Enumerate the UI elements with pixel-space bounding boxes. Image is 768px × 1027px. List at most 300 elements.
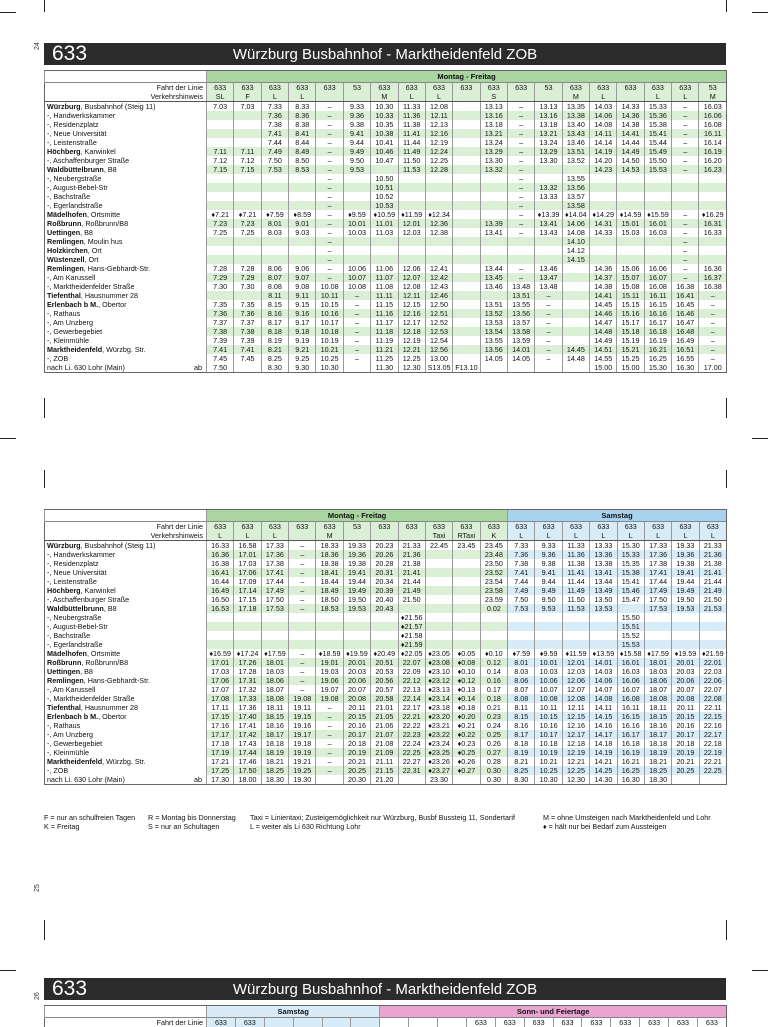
time-cell: 20.40 [371, 595, 398, 604]
time-cell: – [699, 291, 727, 300]
note-cell [535, 92, 562, 102]
time-cell: 12.11 [425, 111, 452, 120]
time-cell: ♦21.59 [699, 649, 726, 658]
time-cell [343, 237, 370, 246]
time-cell: ♦20.49 [371, 649, 398, 658]
time-cell: ♦23.24 [425, 739, 452, 748]
line-number-cell: 633 [699, 522, 726, 532]
stop-cell [45, 748, 207, 757]
time-cell: 12.08 [398, 282, 425, 291]
time-cell [207, 631, 234, 640]
time-cell: 8.44 [289, 138, 316, 147]
line-number: 633 [52, 42, 87, 66]
legend-r: R = Montag bis Donnerstag [148, 813, 236, 822]
time-cell: 17.49 [261, 586, 288, 595]
time-cell: – [672, 120, 699, 129]
stop-cell [45, 658, 207, 667]
time-cell [453, 219, 480, 228]
time-cell: 22.17 [699, 730, 726, 739]
time-cell [289, 201, 316, 210]
time-cell: 7.45 [207, 354, 234, 363]
time-cell: 22.21 [699, 757, 726, 766]
time-cell: 12.08 [562, 694, 589, 703]
time-cell [425, 631, 452, 640]
time-cell: 17.38 [261, 559, 288, 568]
table-row [45, 273, 727, 282]
stop-cell [45, 721, 207, 730]
time-cell: – [343, 291, 370, 300]
table-row [45, 183, 727, 192]
time-cell: 7.41 [207, 345, 234, 354]
time-cell: 19.49 [672, 586, 699, 595]
time-cell: 12.25 [562, 766, 589, 775]
time-cell: 20.15 [672, 712, 699, 721]
time-cell [261, 201, 288, 210]
time-cell: 9.07 [289, 273, 316, 282]
note-cell: L [699, 531, 726, 541]
time-cell [590, 246, 617, 255]
day-band: Montag - Freitag [207, 71, 727, 83]
stop-name: Tiefenthal [47, 291, 81, 300]
time-cell: 17.25 [207, 766, 234, 775]
time-cell: 18.06 [644, 676, 671, 685]
time-cell: 19.41 [343, 568, 370, 577]
time-cell: 22.09 [398, 667, 425, 676]
time-cell: 17.38 [644, 559, 671, 568]
time-cell: ♦11.59 [562, 649, 589, 658]
time-cell: 14.11 [590, 129, 617, 138]
time-cell: – [507, 147, 534, 156]
table-row [45, 363, 727, 373]
time-cell: 16.06 [617, 676, 644, 685]
time-cell: 19.53 [343, 604, 370, 613]
time-cell [535, 165, 562, 174]
time-cell [316, 622, 343, 631]
time-cell: ♦23.20 [425, 712, 452, 721]
time-cell: ♦0.10 [453, 667, 480, 676]
time-cell: 10.11 [316, 291, 343, 300]
time-cell: 7.49 [261, 147, 288, 156]
time-cell: 13.52 [562, 156, 589, 165]
time-cell: 15.50 [644, 156, 671, 165]
time-cell: – [289, 577, 316, 586]
time-cell: – [535, 318, 562, 327]
time-cell: 10.52 [371, 192, 398, 201]
time-cell: – [316, 147, 343, 156]
time-cell: 20.18 [672, 739, 699, 748]
time-cell [590, 183, 617, 192]
time-cell [425, 568, 452, 577]
time-cell: 8.06 [261, 264, 288, 273]
time-cell: – [507, 210, 534, 219]
time-cell [480, 201, 507, 210]
note-cell: S [480, 92, 507, 102]
time-cell: 17.41 [234, 721, 261, 730]
time-cell: – [316, 192, 343, 201]
line-number-cell: 633 [617, 522, 644, 532]
time-cell: 22.17 [398, 703, 425, 712]
time-cell [453, 577, 480, 586]
time-cell [507, 255, 534, 264]
time-cell [672, 174, 699, 183]
time-cell: 21.33 [699, 541, 726, 551]
time-cell: – [289, 604, 316, 613]
time-cell: 16.15 [617, 712, 644, 721]
time-cell: 15.33 [617, 550, 644, 559]
line-number-cell: 633 [261, 83, 288, 93]
time-cell [562, 264, 589, 273]
time-cell [617, 604, 644, 613]
time-cell: 15.50 [617, 613, 644, 622]
time-cell: – [289, 568, 316, 577]
time-cell: 13.39 [480, 219, 507, 228]
table-row [45, 156, 727, 165]
time-cell: 16.01 [617, 658, 644, 667]
time-cell [398, 201, 425, 210]
time-cell [289, 622, 316, 631]
time-cell [590, 640, 617, 649]
time-cell: 12.08 [425, 102, 452, 112]
time-cell [672, 775, 699, 785]
time-cell: 15.06 [617, 264, 644, 273]
time-cell [480, 237, 507, 246]
time-cell: 16.01 [644, 219, 671, 228]
line-number-cell: 633 [562, 522, 589, 532]
table-row [45, 219, 727, 228]
time-cell: 12.51 [425, 309, 452, 318]
line-number-cell [380, 1018, 409, 1027]
time-cell [371, 622, 398, 631]
stop-detail: , Hans-Gebhardt-Str. [84, 264, 150, 273]
time-cell [425, 174, 452, 183]
time-cell: 11.33 [398, 102, 425, 112]
time-cell [453, 550, 480, 559]
time-cell [234, 613, 261, 622]
time-cell: 11.38 [562, 559, 589, 568]
time-cell: 12.03 [562, 667, 589, 676]
time-cell: – [699, 345, 727, 354]
note-cell: K [480, 531, 508, 541]
time-cell: 19.25 [289, 766, 316, 775]
stop-name: Waldbüttelbrunn [47, 165, 104, 174]
crop-mark [726, 0, 727, 12]
time-cell: 9.36 [343, 111, 370, 120]
stop-detail: , Roßbrunn/B8 [81, 219, 128, 228]
time-cell [562, 622, 589, 631]
line-number-cell: 633 [453, 522, 480, 532]
time-cell: 18.17 [644, 730, 671, 739]
time-cell: 13.21 [535, 129, 562, 138]
time-cell: 7.23 [207, 219, 234, 228]
time-cell: – [507, 264, 534, 273]
time-cell: 13.55 [507, 300, 534, 309]
time-cell: 22.18 [699, 739, 726, 748]
time-cell [562, 273, 589, 282]
day-band: Sonn- und Feiertage [380, 1006, 727, 1018]
time-cell: 12.11 [398, 291, 425, 300]
time-cell [289, 237, 316, 246]
time-cell: 13.56 [507, 309, 534, 318]
time-cell [453, 586, 480, 595]
time-cell: 16.20 [699, 156, 727, 165]
time-cell: 10.19 [316, 336, 343, 345]
time-cell: 14.19 [590, 748, 617, 757]
line-number-cell: 633 [508, 522, 535, 532]
stop-name: -, August-Bebel-Str [47, 183, 108, 192]
time-cell [480, 640, 508, 649]
time-cell [453, 345, 480, 354]
time-cell: 10.41 [371, 138, 398, 147]
time-cell: 10.33 [371, 111, 398, 120]
note-cell: SL [207, 92, 234, 102]
stop-cell [45, 676, 207, 685]
time-cell: 23.50 [480, 559, 508, 568]
note-cell: Taxi [425, 531, 452, 541]
time-cell [371, 631, 398, 640]
time-cell: 21.20 [371, 775, 398, 785]
time-cell: – [316, 120, 343, 129]
time-cell: 18.01 [644, 658, 671, 667]
time-cell: 16.46 [672, 309, 699, 318]
time-cell: 8.15 [508, 712, 535, 721]
time-cell: 20.06 [672, 676, 699, 685]
time-cell: 13.53 [480, 318, 507, 327]
time-cell [261, 192, 288, 201]
time-cell [234, 622, 261, 631]
time-cell [343, 246, 370, 255]
time-cell: 17.15 [234, 595, 261, 604]
time-cell: 8.11 [261, 291, 288, 300]
time-cell: 21.49 [699, 586, 726, 595]
time-cell: 16.49 [207, 586, 234, 595]
time-cell: 14.03 [590, 102, 617, 112]
time-cell: 12.25 [425, 156, 452, 165]
note-cell: M [316, 531, 343, 541]
time-cell: ♦16.29 [699, 210, 727, 219]
time-cell [343, 192, 370, 201]
time-cell: ♦23.08 [425, 658, 452, 667]
time-cell [207, 237, 234, 246]
time-cell [644, 640, 671, 649]
line-number-cell: 633 [207, 1018, 236, 1027]
time-cell: 14.20 [590, 156, 617, 165]
time-cell: 9.50 [535, 595, 562, 604]
stop-cell [45, 183, 207, 192]
time-cell: – [672, 156, 699, 165]
time-cell: ♦0.27 [453, 766, 480, 775]
time-cell: 16.58 [234, 541, 261, 551]
time-cell: 14.50 [617, 156, 644, 165]
time-cell [508, 640, 535, 649]
time-cell: 13.57 [507, 318, 534, 327]
time-cell: 7.15 [234, 165, 261, 174]
time-cell: – [316, 748, 343, 757]
stop-cell [45, 165, 207, 174]
time-cell: 17.41 [644, 568, 671, 577]
time-cell [562, 336, 589, 345]
time-cell: 17.06 [207, 676, 234, 685]
time-cell: 17.31 [234, 676, 261, 685]
time-cell: 7.38 [508, 559, 535, 568]
time-cell: 8.38 [289, 120, 316, 129]
time-cell: 14.48 [562, 354, 589, 363]
stop-cell [45, 237, 207, 246]
note-cell [507, 92, 534, 102]
time-cell: ♦21.59 [398, 640, 425, 649]
line-number-cell: 633 [466, 1018, 495, 1027]
time-cell [480, 363, 507, 373]
time-cell: 15.15 [617, 300, 644, 309]
time-cell [699, 255, 727, 264]
time-cell: 12.07 [398, 273, 425, 282]
stop-name: -, Handwerkskammer [47, 550, 115, 559]
line-number-cell: 633 [617, 83, 644, 93]
time-cell: 0.16 [480, 676, 508, 685]
stop-detail: , Karwinkel [81, 147, 116, 156]
time-cell: ♦23.27 [425, 766, 452, 775]
stop-detail: , B8 [80, 228, 93, 237]
time-cell [425, 559, 452, 568]
time-cell: 13.35 [562, 102, 589, 112]
time-cell: 11.08 [371, 282, 398, 291]
stop-cell [45, 327, 207, 336]
time-cell: 10.35 [371, 120, 398, 129]
time-cell: 21.38 [699, 559, 726, 568]
time-cell: – [699, 354, 727, 363]
stop-detail: , Ortsmitte [87, 649, 120, 658]
time-cell: 14.19 [590, 147, 617, 156]
time-cell: 15.38 [617, 568, 644, 577]
time-cell [562, 640, 589, 649]
line-number-cell: 633 [507, 83, 534, 93]
time-cell: 7.53 [261, 165, 288, 174]
time-cell: 15.21 [617, 345, 644, 354]
time-cell [234, 138, 261, 147]
time-cell: 14.41 [590, 291, 617, 300]
time-cell [453, 568, 480, 577]
time-cell: 15.00 [617, 363, 644, 373]
time-cell: 15.00 [590, 363, 617, 373]
connection-cell [45, 363, 207, 373]
timetable-weekday [44, 70, 727, 373]
time-cell: 13.47 [535, 273, 562, 282]
time-cell: – [507, 111, 534, 120]
stop-name: -, Residenzplatz [47, 120, 99, 129]
stop-cell [45, 219, 207, 228]
time-cell [644, 192, 671, 201]
time-cell: 13.48 [535, 282, 562, 291]
time-cell: 13.24 [480, 138, 507, 147]
time-cell: 19.21 [289, 757, 316, 766]
stop-detail: , Hans-Gebhardt-Str. [84, 676, 150, 685]
time-cell: 13.18 [480, 120, 507, 129]
stop-cell [45, 156, 207, 165]
time-cell: 0.25 [480, 730, 508, 739]
time-cell: 10.08 [343, 282, 370, 291]
time-cell: 15.52 [617, 631, 644, 640]
crop-mark [44, 470, 45, 488]
stop-cell [45, 228, 207, 237]
time-cell: 0.30 [480, 766, 508, 775]
time-cell [234, 640, 261, 649]
time-cell [535, 237, 562, 246]
time-cell: 11.17 [371, 318, 398, 327]
time-cell: – [507, 174, 534, 183]
crop-mark [726, 920, 727, 940]
time-cell: 11.50 [398, 156, 425, 165]
time-cell [261, 174, 288, 183]
time-cell [672, 640, 699, 649]
time-cell: – [316, 102, 343, 112]
time-cell: 20.01 [343, 658, 370, 667]
time-cell: 16.11 [699, 129, 727, 138]
time-cell: ♦15.58 [617, 649, 644, 658]
time-cell: 8.25 [508, 766, 535, 775]
time-cell [453, 255, 480, 264]
table-row [45, 577, 727, 586]
time-cell: ♦23.14 [425, 694, 452, 703]
time-cell: ♦17.59 [261, 649, 288, 658]
time-cell: ♦0.08 [453, 658, 480, 667]
time-cell: 17.15 [207, 712, 234, 721]
line-number: 633 [52, 977, 87, 1001]
time-cell: ♦7.21 [207, 210, 234, 219]
stop-cell [45, 766, 207, 775]
time-cell: 0.14 [480, 667, 508, 676]
table-row [45, 559, 727, 568]
time-cell: 16.49 [672, 336, 699, 345]
legend-d: ♦ = hält nur bei Bedarf zum Aussteigen [543, 822, 666, 831]
time-cell: 13.38 [590, 559, 617, 568]
time-cell [453, 273, 480, 282]
time-cell [644, 631, 671, 640]
time-cell: 14.48 [590, 327, 617, 336]
time-cell: 21.33 [398, 541, 425, 551]
time-cell [590, 237, 617, 246]
time-cell: 7.30 [207, 282, 234, 291]
time-cell: – [672, 111, 699, 120]
time-cell: – [289, 595, 316, 604]
time-cell: – [672, 129, 699, 138]
time-cell: 14.03 [590, 667, 617, 676]
time-cell [425, 604, 452, 613]
time-cell: 10.46 [371, 147, 398, 156]
time-cell: 17.06 [234, 568, 261, 577]
time-cell: 9.25 [289, 354, 316, 363]
time-cell: 17.53 [644, 604, 671, 613]
time-cell: 17.33 [261, 541, 288, 551]
time-cell: 9.17 [289, 318, 316, 327]
time-cell [480, 174, 507, 183]
line-number-cell [351, 1018, 380, 1027]
time-cell: – [289, 541, 316, 551]
time-cell: – [343, 300, 370, 309]
table-row [45, 174, 727, 183]
stop-cell [45, 174, 207, 183]
note-cell: F [234, 92, 261, 102]
time-cell: 17.50 [234, 766, 261, 775]
stop-name: Wüstenzell [47, 255, 85, 264]
stop-name: -, Gewerbegebiet [47, 739, 102, 748]
table-row [45, 318, 727, 327]
time-cell: 12.16 [562, 721, 589, 730]
time-cell: 15.51 [617, 622, 644, 631]
time-cell [453, 147, 480, 156]
time-cell: – [507, 120, 534, 129]
table-row [45, 102, 727, 112]
time-cell: 14.25 [590, 766, 617, 775]
legend-s: S = nur an Schultagen [148, 822, 219, 831]
